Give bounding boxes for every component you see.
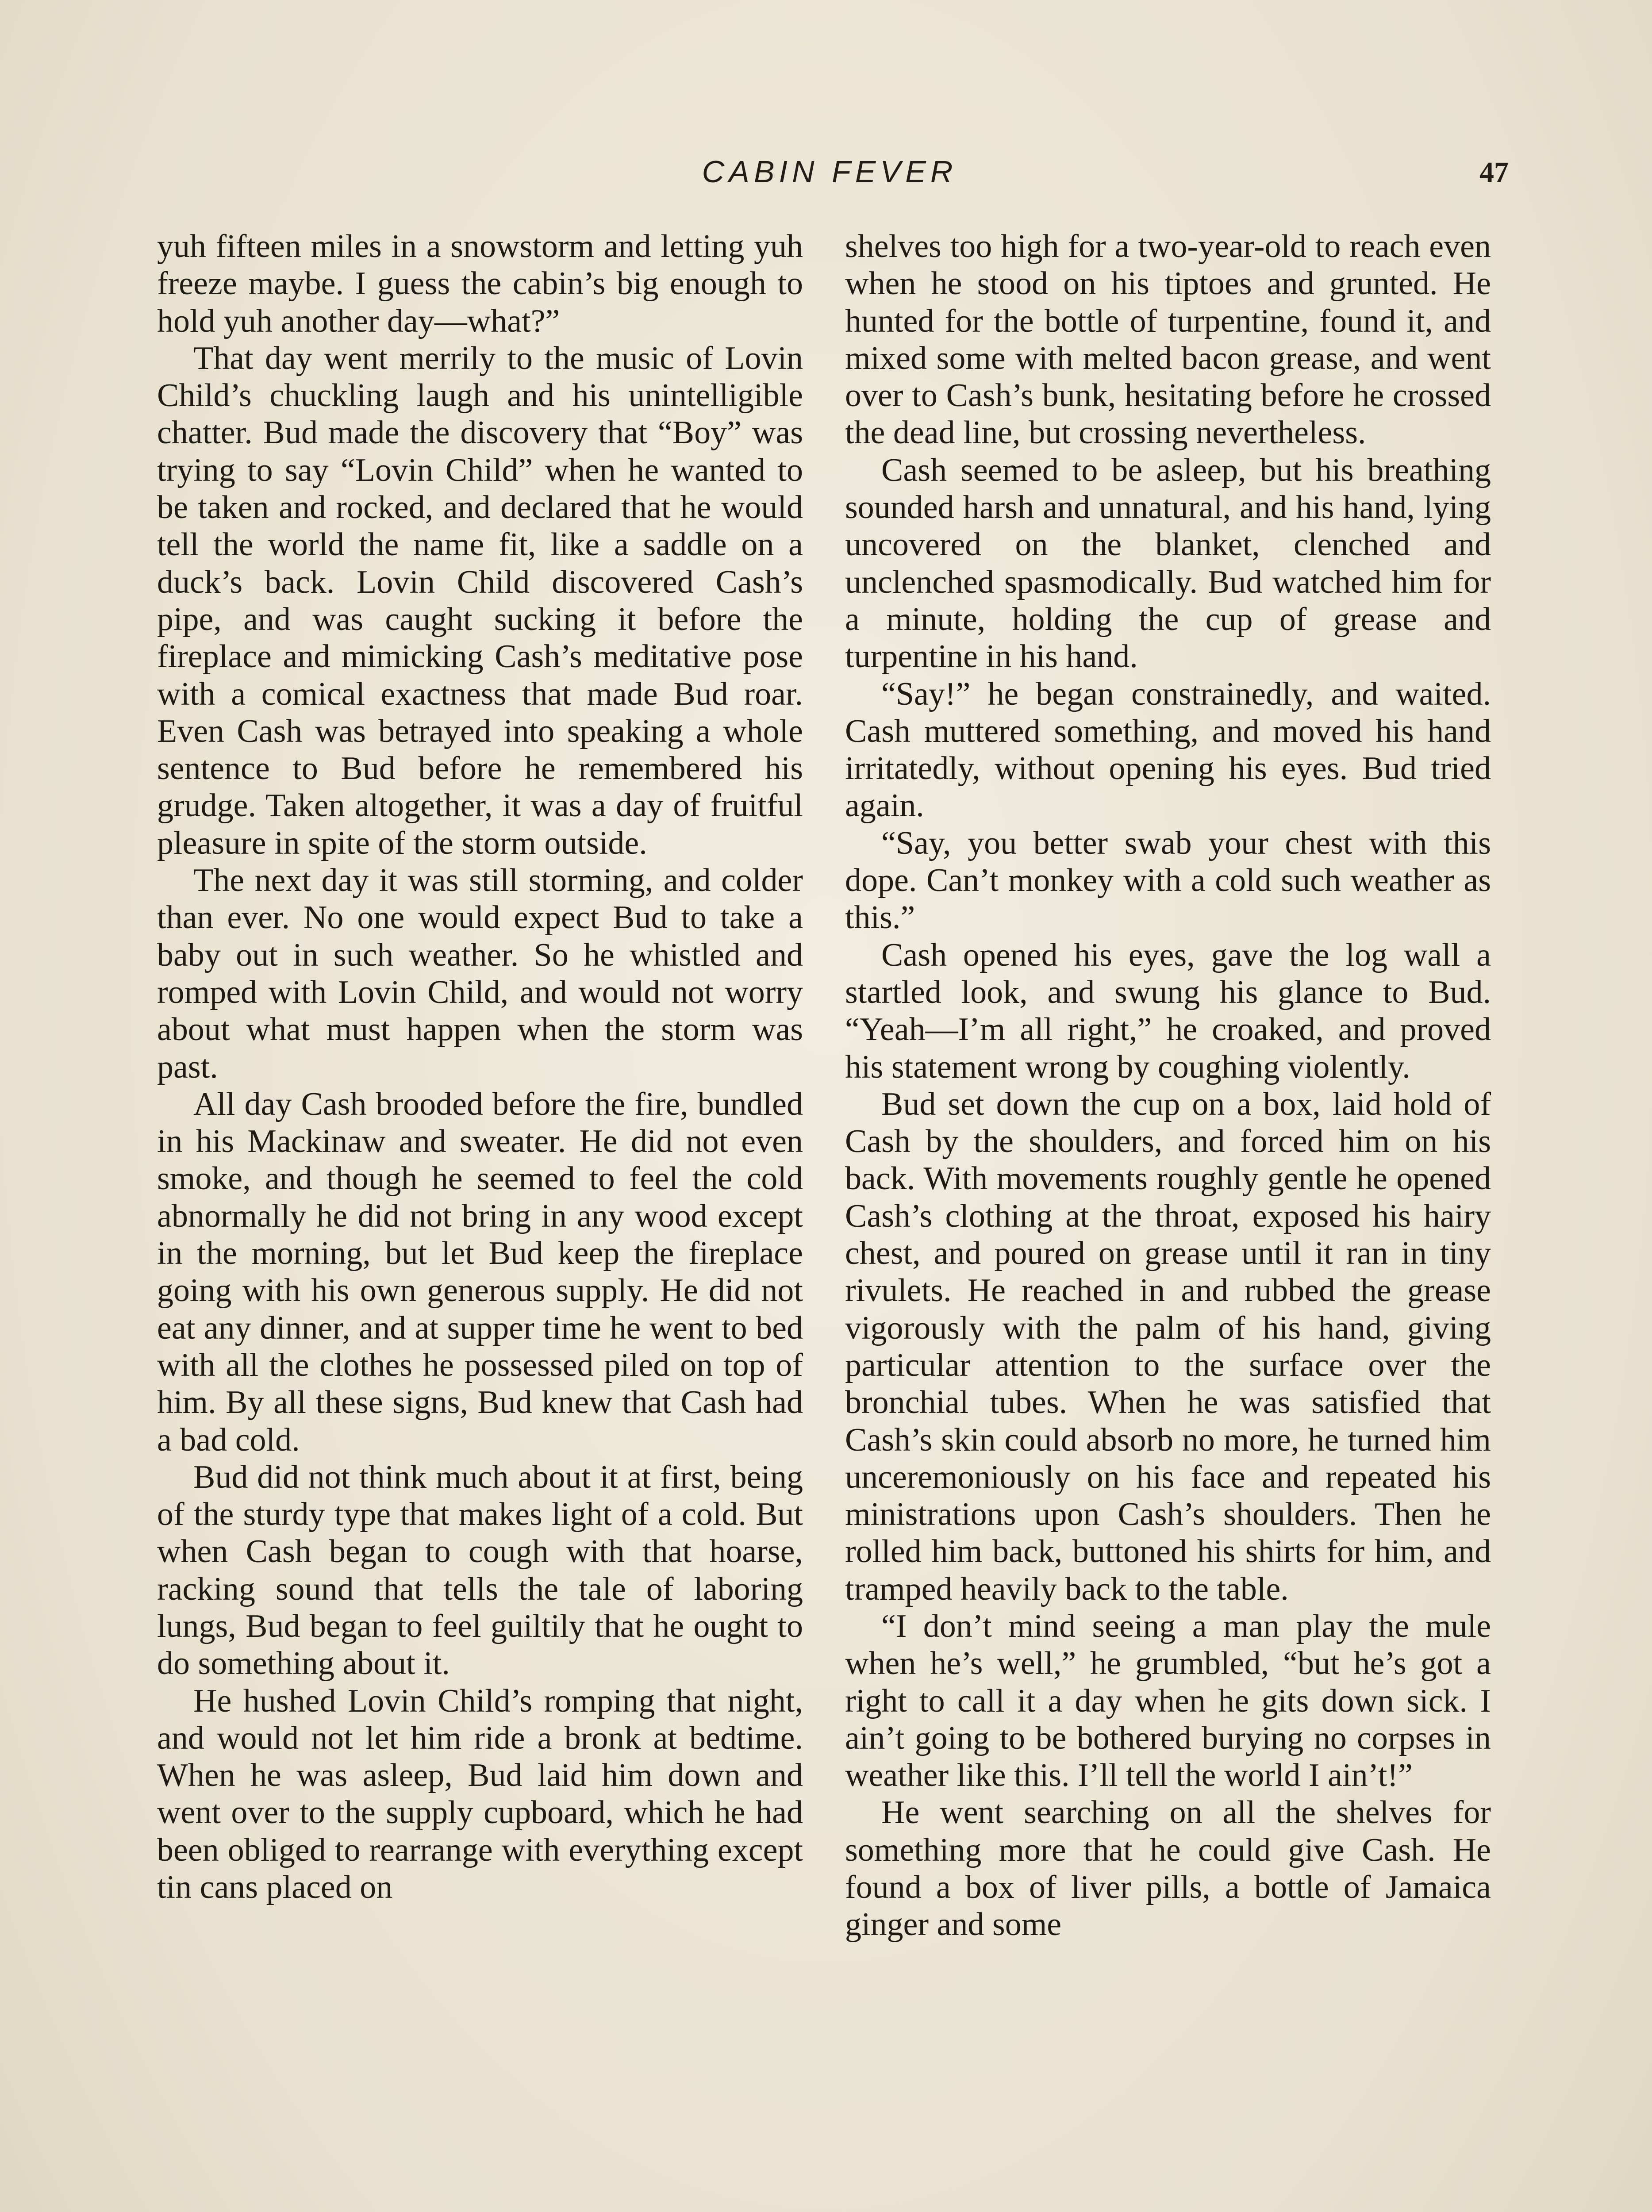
running-title: CABIN FEVER: [702, 154, 957, 189]
page-number: 47: [1479, 156, 1509, 188]
paragraph: yuh fifteen miles in a snowstorm and letting yuh freeze maybe. I guess the cabin’s big enough to hold yuh another day—what?”: [157, 228, 803, 339]
paragraph: “I don’t mind seeing a man play the mule when he’s well,” he grumbled, “but he’s got a right to call it a day when he gits down sick. I ain’t going to be bothered burying no corpses in weather like this. I’ll tell the world I ain’t!”: [845, 1608, 1491, 1794]
paragraph: He went searching on all the shelves for something more that he could give Cash. He found a box of liver pills, a bottle of Jamaica ginger and some: [845, 1794, 1491, 1943]
paragraph: Cash seemed to be asleep, but his breathing sounded harsh and unnatural, and his hand, lying uncovered on the blanket, clenched and unclenched spasmodically. Bud watched him for a minute, holding the cup of grease and turpentine in his hand.: [845, 452, 1491, 675]
paragraph: That day went merrily to the music of Lovin Child’s chuckling laugh and his unintelligible chatter. Bud made the discovery that “Boy” was trying to say “Lovin Child” when he wanted to be taken and rocked, and declared that he would tell the world the name fit, like a saddle on a duck’s back. Lovin Child discovered Cash’s pipe, and was caught sucking it before the fireplace and mimicking Cash’s meditative pose with a comical exactness that made Bud roar. Even Cash was betrayed into speaking a whole sentence to Bud before he remembered his grudge. Taken altogether, it was a day of fruitful pleasure in spite of the storm outside.: [157, 340, 803, 861]
paragraph: Bud did not think much about it at first, being of the sturdy type that makes light of a cold. But when Cash began to cough with that hoarse, racking sound that tells the tale of laboring lungs, Bud began to feel guiltily that he ought to do something about it.: [157, 1459, 803, 1682]
paragraph: “Say, you better swab your chest with this dope. Can’t monkey with a cold such weather as this.”: [845, 825, 1491, 936]
left-text-column: [157, 228, 803, 1906]
paragraph: “Say!” he began constrainedly, and waited. Cash muttered something, and moved his hand irritatedly, without opening his eyes. Bud tried again.: [845, 676, 1491, 824]
right-text-column: [845, 228, 1491, 1943]
paragraph: Cash opened his eyes, gave the log wall a startled look, and swung his glance to Bud. “Yeah—I’m all right,” he croaked, and proved his statement wrong by coughing violently.: [845, 937, 1491, 1085]
paragraph: He hushed Lovin Child’s romping that night, and would not let him ride a bronk at bedtime. When he was asleep, Bud laid him down and went over to the supply cupboard, which he had been obliged to rearrange with everything except tin cans placed on: [157, 1682, 803, 1906]
paragraph: The next day it was still storming, and colder than ever. No one would expect Bud to take a baby out in such weather. So he whistled and romped with Lovin Child, and would not worry about what must happen when the storm was past.: [157, 862, 803, 1085]
paragraph: All day Cash brooded before the fire, bundled in his Mackinaw and sweater. He did not even smoke, and though he seemed to feel the cold abnormally he did not bring in any wood except in the morning, but let Bud keep the fireplace going with his own generous supply. He did not eat any dinner, and at supper time he went to bed with all the clothes he possessed piled on top of him. By all these signs, Bud knew that Cash had a bad cold.: [157, 1086, 803, 1458]
paragraph: shelves too high for a two-year-old to reach even when he stood on his tiptoes and grunted. He hunted for the bottle of turpentine, found it, and mixed some with melted bacon grease, and went over to Cash’s bunk, hesitating before he crossed the dead line, but crossing nevertheless.: [845, 228, 1491, 451]
paragraph: Bud set down the cup on a box, laid hold of Cash by the shoulders, and forced him on his back. With movements roughly gentle he opened Cash’s clothing at the throat, exposed his hairy chest, and poured on grease until it ran in tiny rivulets. He reached in and rubbed the grease vigorously with the palm of his hand, giving particular attention to the surface over the bronchial tubes. When he was satisfied that Cash’s skin could absorb no more, he turned him unceremoniously on his face and repeated his ministrations upon Cash’s shoulders. Then he rolled him back, buttoned his shirts for him, and tramped heavily back to the table.: [845, 1086, 1491, 1607]
